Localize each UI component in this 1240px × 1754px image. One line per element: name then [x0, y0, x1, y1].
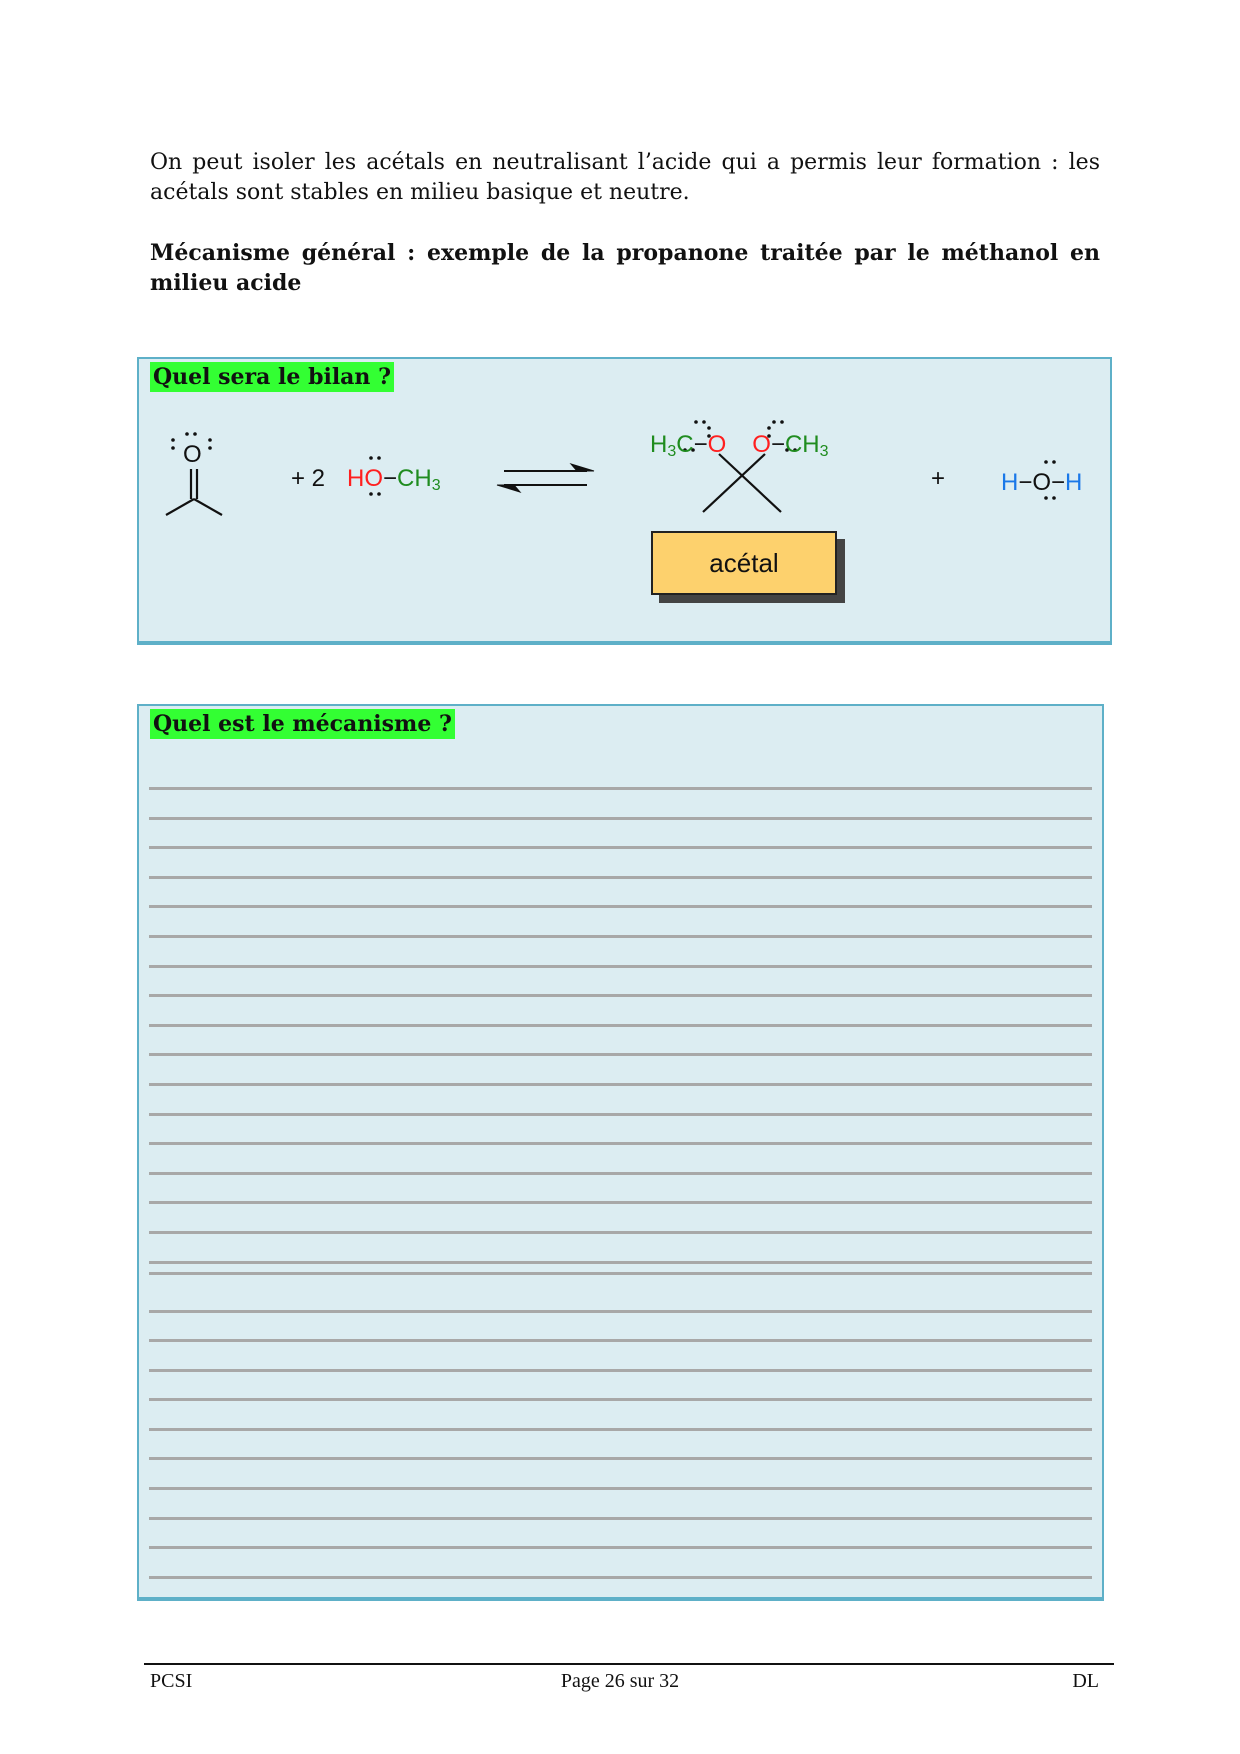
writing-line	[149, 1083, 1092, 1086]
reaction-lines	[139, 359, 1114, 647]
acetal-formula: $H_3C-O$ $O-CH_3$	[650, 431, 829, 460]
methanol-formula: $HO-CH_3$	[347, 465, 441, 494]
footer-rule	[144, 1663, 1114, 1665]
writing-line	[149, 1142, 1092, 1145]
writing-line	[149, 846, 1092, 849]
writing-line	[149, 1576, 1092, 1579]
footer-page-number: Page 26 sur 32	[560, 1670, 680, 1692]
writing-line	[149, 1172, 1092, 1175]
writing-line	[149, 1310, 1092, 1313]
writing-line	[149, 1428, 1092, 1431]
plus-sign: +	[931, 465, 946, 492]
mecanisme-box	[137, 704, 1104, 1601]
writing-line	[149, 1487, 1092, 1490]
writing-line	[149, 1024, 1092, 1027]
writing-line	[149, 1261, 1092, 1264]
writing-line	[149, 905, 1092, 908]
propanone-oxygen: O	[183, 441, 202, 468]
mecanisme-label: Quel est le mécanisme ?	[150, 709, 455, 739]
writing-line	[149, 1546, 1092, 1549]
equilibrium-arrows	[497, 464, 594, 492]
acetal-label-box	[651, 531, 837, 595]
writing-line	[149, 935, 1092, 938]
bilan-box	[137, 357, 1112, 645]
writing-line	[149, 1053, 1092, 1056]
writing-line	[149, 1201, 1092, 1204]
footer-class-label: PCSI	[150, 1670, 193, 1692]
writing-line	[149, 1369, 1092, 1372]
writing-line	[149, 1398, 1092, 1401]
writing-line	[149, 1517, 1092, 1520]
mechanism-heading: Mécanisme général : exemple de la propanone traitée par le méthanol en milieu acide	[150, 240, 1100, 296]
writing-line	[149, 965, 1092, 968]
propanone-skeleton	[166, 469, 222, 515]
writing-line	[149, 1339, 1092, 1342]
writing-line	[149, 1113, 1092, 1116]
footer-doc-type: DL	[1072, 1670, 1099, 1692]
writing-line	[149, 787, 1092, 790]
intro-paragraph: On peut isoler les acétals en neutralisant l’acide qui a permis leur formation : les acétals sont stables en milieu basique et neutre.	[150, 150, 1100, 205]
writing-line	[149, 876, 1092, 879]
bilan-label: Quel sera le bilan ?	[150, 362, 394, 392]
writing-line	[149, 817, 1092, 820]
methanol-coefficient: + 2	[291, 465, 326, 492]
writing-line	[149, 1231, 1092, 1234]
writing-line	[149, 1272, 1092, 1275]
water-formula: H−O−H	[1001, 469, 1083, 496]
writing-line	[149, 1457, 1092, 1460]
acetal-label: acétal	[709, 547, 779, 578]
writing-line	[149, 994, 1092, 997]
